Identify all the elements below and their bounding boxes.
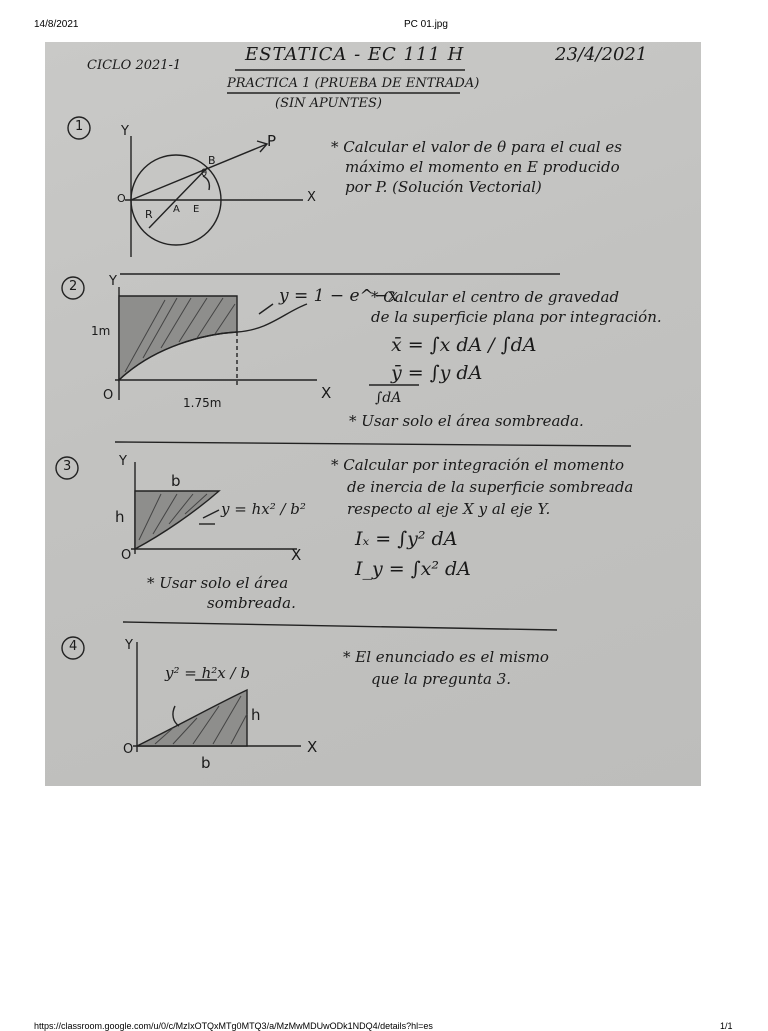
p3-text-line-3: respecto al eje X y al eje Y. bbox=[347, 500, 551, 518]
p2-formula-x: x̄ = ∫x dA / ∫dA bbox=[391, 334, 537, 356]
p4-label-origin: O bbox=[123, 742, 134, 757]
p2-curve-pointer bbox=[259, 304, 273, 314]
p1-text-line-3: por P. (Solución Vectorial) bbox=[345, 178, 542, 196]
p3-label-b: b bbox=[171, 472, 181, 490]
p4-label-y: Y bbox=[125, 638, 133, 653]
p1-label-a: A bbox=[173, 204, 180, 215]
p3-shaded-area bbox=[135, 491, 219, 549]
p2-text-line-1: * Calcular el centro de gravedad bbox=[371, 288, 620, 306]
p2-label-x: X bbox=[321, 384, 332, 402]
p2-shaded-area bbox=[119, 296, 237, 380]
p3-note-line-1: * Usar solo el área bbox=[147, 574, 289, 592]
print-footer-url: https://classroom.google.com/u/0/c/MzIxOTQxMTg0MTQ3/a/MzMwMDUwODk1NDQ4/details?hl=es bbox=[34, 1021, 433, 1031]
p1-radius-r bbox=[149, 200, 176, 228]
p2-label-y: Y bbox=[109, 274, 117, 289]
p2-formula-y: ȳ = ∫y dA bbox=[391, 362, 483, 384]
sheet-note: (SIN APUNTES) bbox=[275, 96, 382, 111]
problem-4-number: 4 bbox=[69, 639, 78, 654]
p3-curve-pointer bbox=[203, 510, 219, 518]
p1-label-e: E bbox=[193, 204, 200, 215]
p1-label-b: B bbox=[208, 154, 216, 167]
sheet-cycle: CICLO 2021-1 bbox=[87, 58, 182, 73]
p2-formula-y-denominator: ∫dA bbox=[375, 390, 402, 406]
p2-text-line-2: de la superficie plana por integración. bbox=[371, 308, 662, 326]
p3-note-line-2: sombreada. bbox=[207, 594, 296, 612]
sheet-subtitle: PRACTICA 1 (PRUEBA DE ENTRADA) bbox=[227, 76, 480, 91]
p1-label-y: Y bbox=[121, 124, 129, 139]
p1-text-line-1: * Calcular el valor de θ para el cual es bbox=[331, 138, 622, 156]
divider-2 bbox=[115, 442, 631, 446]
divider-3 bbox=[123, 622, 557, 630]
problem-2-number: 2 bbox=[69, 279, 78, 294]
p1-force-line bbox=[131, 144, 267, 200]
handwritten-sheet-photo bbox=[45, 42, 701, 786]
p4-shaded-area bbox=[137, 690, 247, 746]
p4-text-line-1: * El enunciado es el mismo bbox=[343, 648, 549, 666]
sheet-course: ESTATICA - EC 111 H bbox=[245, 44, 465, 65]
p4-label-b: b bbox=[201, 754, 211, 772]
p2-label-width: 1.75m bbox=[183, 396, 222, 410]
p3-formula-ix: Iₓ = ∫y² dA bbox=[355, 528, 458, 550]
p2-label-height: 1m bbox=[91, 324, 111, 338]
p2-note: * Usar solo el área sombreada. bbox=[349, 412, 584, 430]
p4-curve-label: y² = h²x / b bbox=[165, 664, 250, 682]
p3-label-y: Y bbox=[119, 454, 127, 469]
sheet-date: 23/4/2021 bbox=[555, 44, 648, 65]
p2-curve-label: y = 1 − e^−x bbox=[279, 286, 398, 306]
p3-curve-label: y = hx² / b² bbox=[221, 500, 306, 518]
p4-text-line-2: que la pregunta 3. bbox=[371, 670, 512, 688]
print-title: PC 01.jpg bbox=[404, 19, 448, 30]
p2-label-origin: O bbox=[103, 388, 114, 403]
p3-label-origin: O bbox=[121, 548, 132, 563]
problem-1-number: 1 bbox=[75, 119, 84, 134]
p3-label-x: X bbox=[291, 546, 302, 564]
p1-label-origin: O bbox=[117, 192, 126, 205]
p3-text-line-2: de inercia de la superficie sombreada bbox=[347, 478, 634, 496]
p1-label-r: R bbox=[145, 208, 153, 221]
p4-label-h: h bbox=[251, 706, 261, 724]
p1-label-theta: θ bbox=[201, 168, 208, 179]
p4-label-x: X bbox=[307, 738, 318, 756]
p3-formula-iy: I_y = ∫x² dA bbox=[355, 558, 471, 580]
p3-text-line-1: * Calcular por integración el momento bbox=[331, 456, 625, 474]
print-date: 14/8/2021 bbox=[34, 19, 79, 30]
print-footer-page: 1/1 bbox=[720, 1021, 733, 1031]
problem-3-number: 3 bbox=[63, 459, 72, 474]
p4-curve-pointer bbox=[173, 706, 179, 726]
p3-label-h: h bbox=[115, 508, 125, 526]
p1-label-p: P bbox=[267, 132, 277, 150]
p1-label-x: X bbox=[307, 190, 316, 205]
p1-text-line-2: máximo el momento en E producido bbox=[345, 158, 620, 176]
